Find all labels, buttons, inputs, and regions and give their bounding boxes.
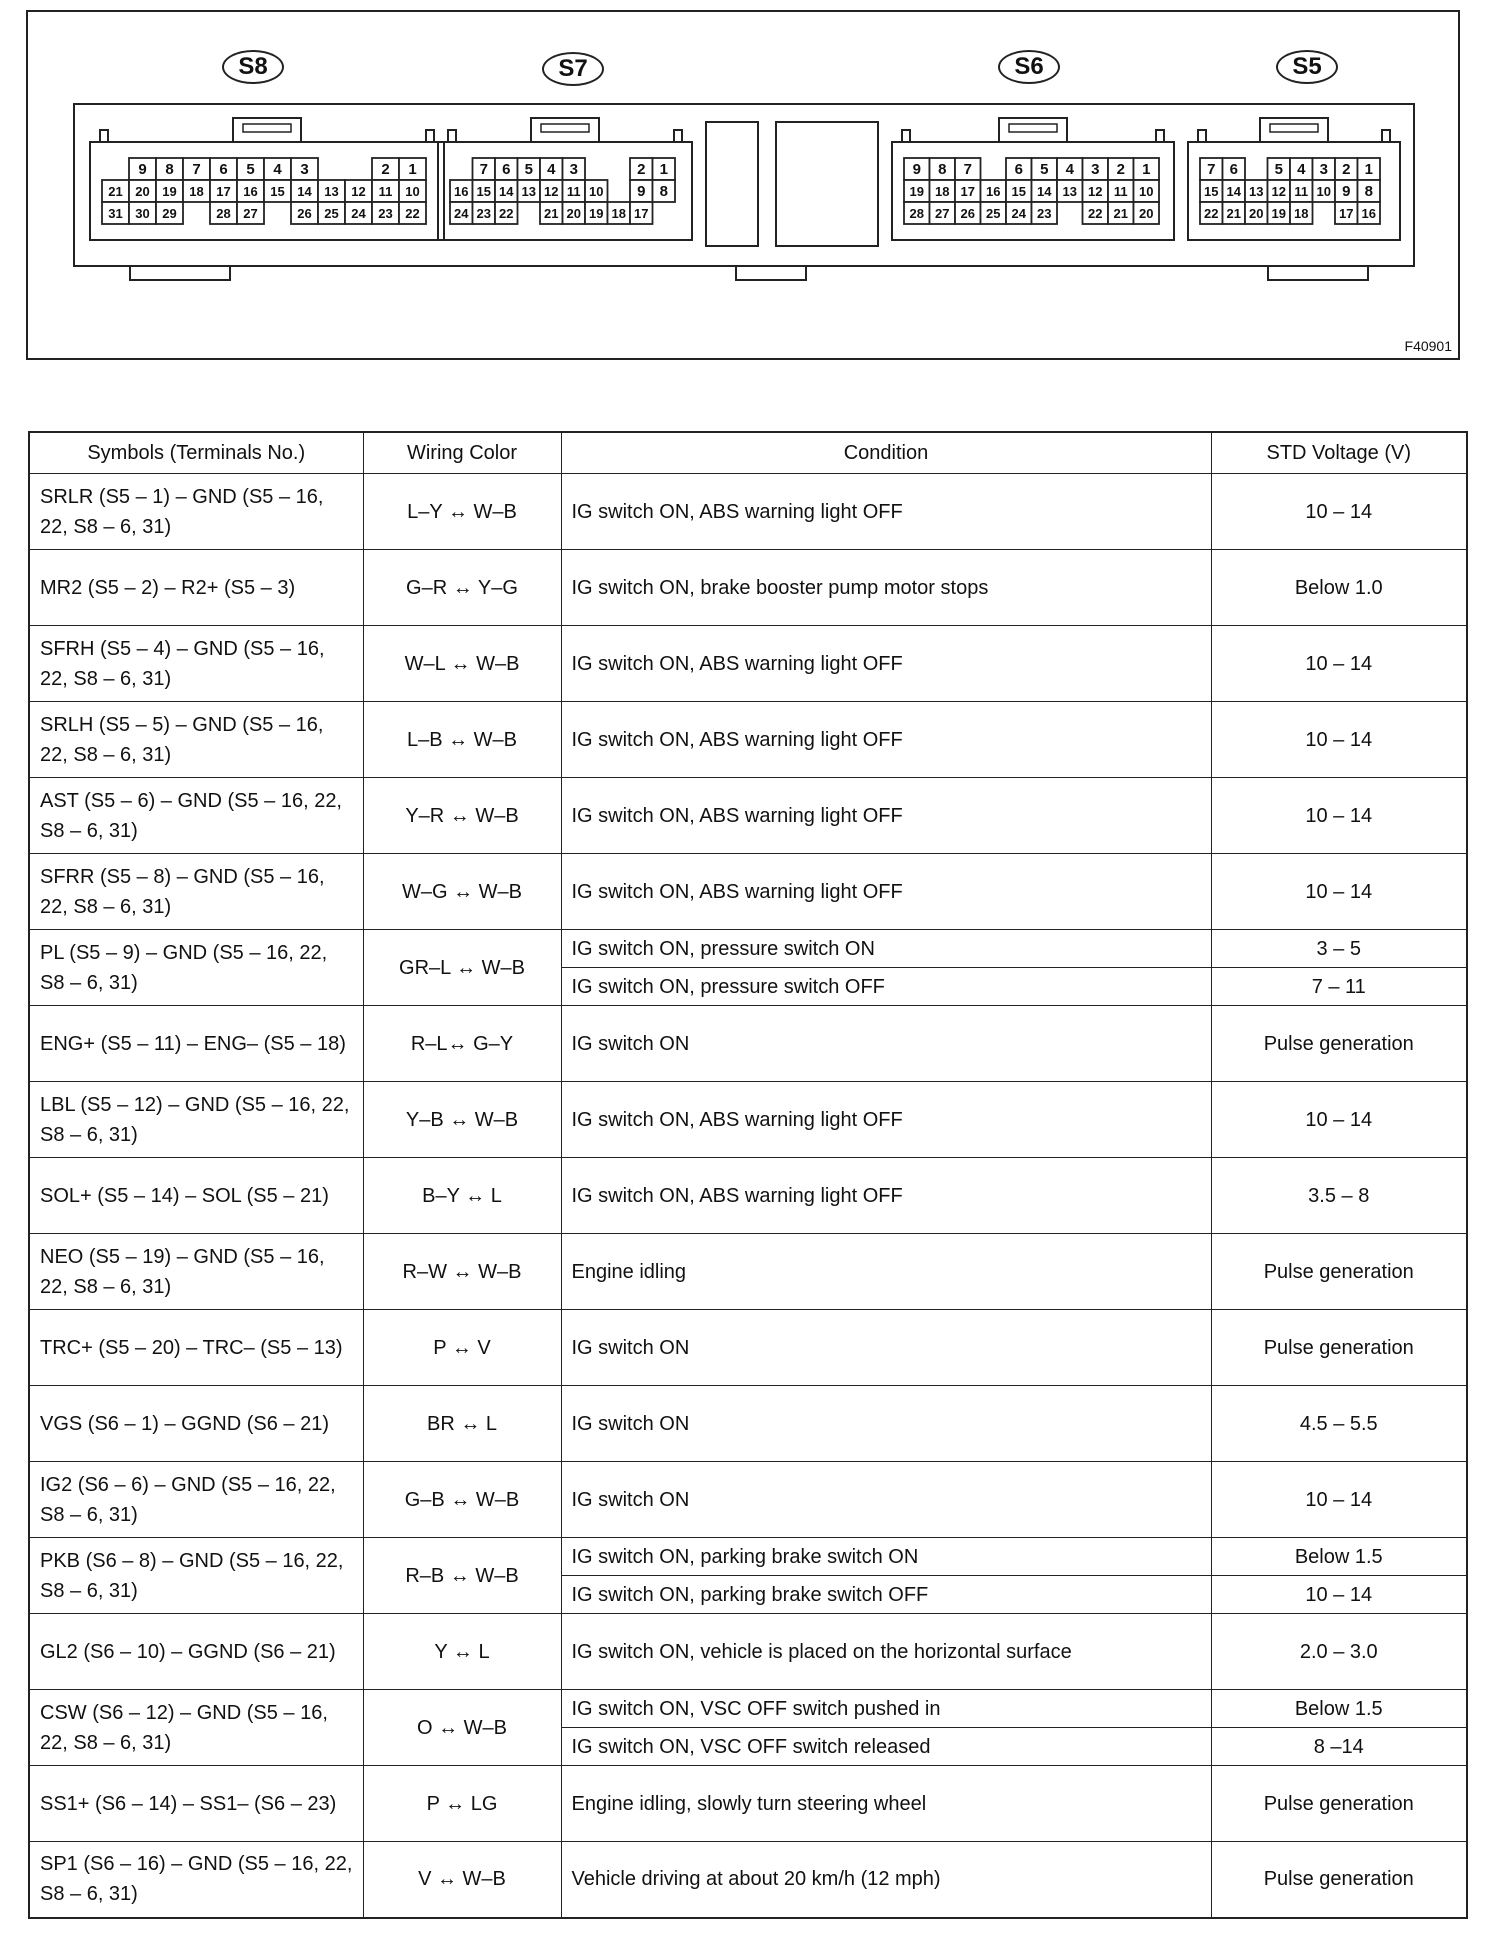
pin-number: 20 <box>1249 206 1264 221</box>
std-voltage-cell: 8 –14 <box>1211 1728 1467 1766</box>
condition-cell: IG switch ON <box>561 1310 1211 1386</box>
condition-cell: Engine idling, slowly turn steering wheel <box>561 1766 1211 1842</box>
pin-number: 17 <box>960 184 975 199</box>
pin-number: 2 <box>1342 161 1351 178</box>
symbol-cell: SS1+ (S6 – 14) – SS1– (S6 – 23) <box>29 1766 363 1842</box>
pin-number: 8 <box>165 161 174 178</box>
condition-cell: IG switch ON, VSC OFF switch released <box>561 1728 1211 1766</box>
pin-number: 7 <box>479 161 488 178</box>
wiring-color-cell: G–B ↔ W–B <box>363 1462 561 1538</box>
symbol-cell: SFRR (S5 – 8) – GND (S5 – 16, 22, S8 – 6, 31) <box>29 854 363 930</box>
pin-number: 6 <box>219 161 228 178</box>
pin-number: 2 <box>637 161 646 178</box>
wiring-color-cell: R–L↔ G–Y <box>363 1006 561 1082</box>
pin-number: 13 <box>324 184 339 199</box>
pin-number: 16 <box>243 184 258 199</box>
pin-number: 22 <box>1088 206 1103 221</box>
symbol-cell: MR2 (S5 – 2) – R2+ (S5 – 3) <box>29 550 363 626</box>
pin-number: 18 <box>611 206 626 221</box>
pin-number: 31 <box>108 206 123 221</box>
pin-number: 22 <box>1204 206 1219 221</box>
pin-number: 25 <box>324 206 339 221</box>
std-voltage-cell: 10 – 14 <box>1211 854 1467 930</box>
pin-number: 13 <box>521 184 536 199</box>
table-row <box>29 854 1467 930</box>
symbol-cell: CSW (S6 – 12) – GND (S5 – 16, 22, S8 – 6, 31) <box>29 1690 363 1766</box>
std-voltage-cell: Pulse generation <box>1211 1766 1467 1842</box>
pin-number: 24 <box>454 206 469 221</box>
table-row <box>29 1614 1467 1690</box>
pin-number: 12 <box>1088 184 1103 199</box>
connector-label-s5: S5 <box>1276 50 1338 84</box>
std-voltage-cell: Below 1.5 <box>1211 1538 1467 1576</box>
connector-latch-slot <box>243 124 291 132</box>
pin-number: 26 <box>960 206 975 221</box>
pin-number: 28 <box>909 206 924 221</box>
pin-number: 4 <box>1065 161 1074 178</box>
condition-cell: IG switch ON, ABS warning light OFF <box>561 626 1211 702</box>
std-voltage-cell: 10 – 14 <box>1211 626 1467 702</box>
pin-number: 1 <box>1364 161 1373 178</box>
table-row <box>29 550 1467 626</box>
wiring-color-cell: Y–B ↔ W–B <box>363 1082 561 1158</box>
connector-latch-slot <box>1009 124 1057 132</box>
wiring-color-cell: GR–L ↔ W–B <box>363 930 561 1006</box>
std-voltage-cell: 10 – 14 <box>1211 1462 1467 1538</box>
std-voltage-cell: Pulse generation <box>1211 1310 1467 1386</box>
table-row <box>29 1462 1467 1538</box>
table-row <box>29 1386 1467 1462</box>
symbol-cell: PKB (S6 – 8) – GND (S5 – 16, 22, S8 – 6, 31) <box>29 1538 363 1614</box>
std-voltage-cell: 10 – 14 <box>1211 778 1467 854</box>
connector-label-s7: S7 <box>542 52 604 86</box>
symbol-cell: GL2 (S6 – 10) – GGND (S6 – 21) <box>29 1614 363 1690</box>
pin-number: 15 <box>270 184 285 199</box>
std-voltage-cell: 2.0 – 3.0 <box>1211 1614 1467 1690</box>
pin-number: 24 <box>351 206 366 221</box>
connector-latch-slot <box>1270 124 1318 132</box>
pin-number: 10 <box>1139 184 1154 199</box>
condition-cell: IG switch ON, vehicle is placed on the horizontal surface <box>561 1614 1211 1690</box>
pin-number: 3 <box>300 161 309 178</box>
symbol-cell: ENG+ (S5 – 11) – ENG– (S5 – 18) <box>29 1006 363 1082</box>
pin-number: 10 <box>1316 184 1331 199</box>
condition-cell: IG switch ON <box>561 1386 1211 1462</box>
connector-post <box>1382 130 1390 142</box>
condition-cell: IG switch ON <box>561 1006 1211 1082</box>
pin-number: 7 <box>963 161 972 178</box>
pin-number: 10 <box>589 184 604 199</box>
condition-cell: IG switch ON, parking brake switch OFF <box>561 1576 1211 1614</box>
pin-number: 6 <box>502 161 511 178</box>
condition-cell: IG switch ON, ABS warning light OFF <box>561 702 1211 778</box>
pin-number: 26 <box>297 206 312 221</box>
pin-number: 18 <box>935 184 950 199</box>
wiring-color-cell: L–B ↔ W–B <box>363 702 561 778</box>
connector-post <box>100 130 108 142</box>
symbol-cell: SRLH (S5 – 5) – GND (S5 – 16, 22, S8 – 6, 31) <box>29 702 363 778</box>
wiring-color-cell: R–B ↔ W–B <box>363 1538 561 1614</box>
condition-cell: IG switch ON, brake booster pump motor stops <box>561 550 1211 626</box>
pin-number: 8 <box>938 161 947 178</box>
pin-number: 15 <box>1204 184 1219 199</box>
pin-number: 20 <box>566 206 581 221</box>
pin-number: 12 <box>351 184 366 199</box>
pin-number: 20 <box>1139 206 1154 221</box>
std-voltage-cell: 10 – 14 <box>1211 1576 1467 1614</box>
pin-number: 21 <box>1226 206 1241 221</box>
wiring-color-cell: P ↔ LG <box>363 1766 561 1842</box>
pin-number: 19 <box>909 184 924 199</box>
pin-number: 29 <box>162 206 177 221</box>
wiring-color-cell: W–G ↔ W–B <box>363 854 561 930</box>
pin-number: 8 <box>659 183 668 200</box>
pin-number: 2 <box>381 161 390 178</box>
pin-number: 16 <box>454 184 469 199</box>
std-voltage-cell: Pulse generation <box>1211 1006 1467 1082</box>
pin-number: 11 <box>566 184 581 199</box>
pin-number: 21 <box>1113 206 1128 221</box>
connector-post <box>426 130 434 142</box>
header-wiring-color: Wiring Color <box>363 432 561 474</box>
table-row <box>29 1158 1467 1234</box>
pin-number: 11 <box>1113 184 1128 199</box>
pin-number: 16 <box>1361 206 1376 221</box>
pin-number: 1 <box>659 161 668 178</box>
wiring-color-cell: L–Y ↔ W–B <box>363 474 561 550</box>
wiring-color-cell: B–Y ↔ L <box>363 1158 561 1234</box>
wiring-color-cell: G–R ↔ Y–G <box>363 550 561 626</box>
pin-number: 13 <box>1249 184 1264 199</box>
pin-number: 15 <box>476 184 491 199</box>
std-voltage-cell: 10 – 14 <box>1211 474 1467 550</box>
pin-number: 3 <box>569 161 578 178</box>
table-row <box>29 1538 1467 1576</box>
pin-number: 5 <box>1274 161 1283 178</box>
symbol-cell: AST (S5 – 6) – GND (S5 – 16, 22, S8 – 6, 31) <box>29 778 363 854</box>
pin-number: 27 <box>935 206 950 221</box>
pin-number: 15 <box>1011 184 1026 199</box>
wiring-color-cell: W–L ↔ W–B <box>363 626 561 702</box>
pin-number: 5 <box>246 161 255 178</box>
pin-number: 23 <box>1037 206 1052 221</box>
condition-cell: IG switch ON, ABS warning light OFF <box>561 1158 1211 1234</box>
table-row <box>29 1842 1467 1918</box>
pin-number: 21 <box>108 184 123 199</box>
symbol-cell: PL (S5 – 9) – GND (S5 – 16, 22, S8 – 6, 31) <box>29 930 363 1006</box>
pin-number: 22 <box>499 206 514 221</box>
symbol-cell: IG2 (S6 – 6) – GND (S5 – 16, 22, S8 – 6, 31) <box>29 1462 363 1538</box>
pin-number: 9 <box>912 161 921 178</box>
pin-number: 12 <box>544 184 559 199</box>
pin-number: 6 <box>1229 161 1238 178</box>
header-symbols: Symbols (Terminals No.) <box>29 432 363 474</box>
condition-cell: IG switch ON, pressure switch ON <box>561 930 1211 968</box>
pin-number: 8 <box>1364 183 1373 200</box>
pin-number: 25 <box>986 206 1001 221</box>
symbol-cell: SRLR (S5 – 1) – GND (S5 – 16, 22, S8 – 6, 31) <box>29 474 363 550</box>
std-voltage-cell: Pulse generation <box>1211 1842 1467 1918</box>
pin-number: 1 <box>1142 161 1151 178</box>
table-header-row <box>29 432 1467 474</box>
pin-number: 27 <box>243 206 258 221</box>
table-row <box>29 474 1467 550</box>
std-voltage-cell: 10 – 14 <box>1211 1082 1467 1158</box>
wiring-color-cell: P ↔ V <box>363 1310 561 1386</box>
table-row <box>29 702 1467 778</box>
connector-post <box>1156 130 1164 142</box>
pin-number: 30 <box>135 206 150 221</box>
pin-number: 18 <box>1294 206 1309 221</box>
pin-number: 13 <box>1062 184 1077 199</box>
pin-number: 11 <box>378 184 393 199</box>
wiring-color-cell: Y–R ↔ W–B <box>363 778 561 854</box>
pin-number: 1 <box>408 161 417 178</box>
connector-post <box>674 130 682 142</box>
pin-number: 10 <box>405 184 420 199</box>
pin-number: 17 <box>1339 206 1354 221</box>
pin-number: 7 <box>192 161 201 178</box>
figure-id: F40901 <box>1404 338 1452 354</box>
pin-number: 22 <box>405 206 420 221</box>
std-voltage-cell: Below 1.0 <box>1211 550 1467 626</box>
symbol-cell: VGS (S6 – 1) – GGND (S6 – 21) <box>29 1386 363 1462</box>
table-row <box>29 1006 1467 1082</box>
connector-post <box>1198 130 1206 142</box>
pin-number: 23 <box>378 206 393 221</box>
header-std-voltage: STD Voltage (V) <box>1211 432 1467 474</box>
pin-number: 18 <box>189 184 204 199</box>
pin-number: 4 <box>547 161 556 178</box>
condition-cell: IG switch ON, ABS warning light OFF <box>561 778 1211 854</box>
pin-number: 7 <box>1207 161 1216 178</box>
pin-number: 14 <box>1226 184 1241 199</box>
pin-number: 20 <box>135 184 150 199</box>
pin-number: 14 <box>297 184 312 199</box>
pin-number: 24 <box>1011 206 1026 221</box>
pin-number: 16 <box>986 184 1001 199</box>
connector-label-s8: S8 <box>222 50 284 84</box>
wiring-color-cell: Y ↔ L <box>363 1614 561 1690</box>
wiring-color-cell: V ↔ W–B <box>363 1842 561 1918</box>
pin-number: 2 <box>1116 161 1125 178</box>
pin-number: 17 <box>216 184 231 199</box>
std-voltage-cell: Below 1.5 <box>1211 1690 1467 1728</box>
condition-cell: Vehicle driving at about 20 km/h (12 mph) <box>561 1842 1211 1918</box>
pin-number: 9 <box>637 183 646 200</box>
connector-post <box>902 130 910 142</box>
pin-number: 14 <box>499 184 514 199</box>
table-row <box>29 1766 1467 1842</box>
connector-label-s6: S6 <box>998 50 1060 84</box>
condition-cell: IG switch ON, ABS warning light OFF <box>561 474 1211 550</box>
pin-number: 17 <box>634 206 649 221</box>
pin-number: 21 <box>544 206 559 221</box>
table-row <box>29 626 1467 702</box>
wiring-color-cell: R–W ↔ W–B <box>363 1234 561 1310</box>
symbol-cell: NEO (S5 – 19) – GND (S5 – 16, 22, S8 – 6, 31) <box>29 1234 363 1310</box>
symbol-cell: LBL (S5 – 12) – GND (S5 – 16, 22, S8 – 6, 31) <box>29 1082 363 1158</box>
wiring-color-cell: BR ↔ L <box>363 1386 561 1462</box>
pin-number: 19 <box>1271 206 1286 221</box>
condition-cell: IG switch ON, parking brake switch ON <box>561 1538 1211 1576</box>
table-row <box>29 1690 1467 1728</box>
wiring-color-cell: O ↔ W–B <box>363 1690 561 1766</box>
pin-number: 5 <box>524 161 533 178</box>
std-voltage-cell: 7 – 11 <box>1211 968 1467 1006</box>
symbol-cell: SP1 (S6 – 16) – GND (S5 – 16, 22, S8 – 6, 31) <box>29 1842 363 1918</box>
pin-number: 6 <box>1014 161 1023 178</box>
symbol-cell: SOL+ (S5 – 14) – SOL (S5 – 21) <box>29 1158 363 1234</box>
pin-number: 4 <box>1297 161 1306 178</box>
condition-cell: IG switch ON, ABS warning light OFF <box>561 854 1211 930</box>
pin-number: 12 <box>1271 184 1286 199</box>
std-voltage-cell: 4.5 – 5.5 <box>1211 1386 1467 1462</box>
pin-number: 28 <box>216 206 231 221</box>
std-voltage-cell: Pulse generation <box>1211 1234 1467 1310</box>
symbol-cell: TRC+ (S5 – 20) – TRC– (S5 – 13) <box>29 1310 363 1386</box>
pin-number: 19 <box>589 206 604 221</box>
pin-number: 9 <box>138 161 147 178</box>
std-voltage-cell: 3 – 5 <box>1211 930 1467 968</box>
std-voltage-cell: 3.5 – 8 <box>1211 1158 1467 1234</box>
symbol-cell: SFRH (S5 – 4) – GND (S5 – 16, 22, S8 – 6, 31) <box>29 626 363 702</box>
connector-latch-slot <box>541 124 589 132</box>
header-condition: Condition <box>561 432 1211 474</box>
table-row <box>29 1234 1467 1310</box>
pin-number: 5 <box>1040 161 1049 178</box>
pin-number: 23 <box>476 206 491 221</box>
condition-cell: IG switch ON, ABS warning light OFF <box>561 1082 1211 1158</box>
table-row <box>29 778 1467 854</box>
pin-number: 3 <box>1091 161 1100 178</box>
condition-cell: Engine idling <box>561 1234 1211 1310</box>
pin-number: 11 <box>1294 184 1309 199</box>
pin-number: 9 <box>1342 183 1351 200</box>
connector-post <box>448 130 456 142</box>
condition-cell: IG switch ON <box>561 1462 1211 1538</box>
table-row <box>29 1082 1467 1158</box>
terminal-voltage-table <box>28 431 1468 1919</box>
std-voltage-cell: 10 – 14 <box>1211 702 1467 778</box>
pin-number: 19 <box>162 184 177 199</box>
condition-cell: IG switch ON, VSC OFF switch pushed in <box>561 1690 1211 1728</box>
table-row <box>29 930 1467 968</box>
connector-diagram <box>26 10 1460 360</box>
pin-number: 4 <box>273 161 282 178</box>
table-row <box>29 1310 1467 1386</box>
pin-number: 3 <box>1319 161 1328 178</box>
pin-number: 14 <box>1037 184 1052 199</box>
condition-cell: IG switch ON, pressure switch OFF <box>561 968 1211 1006</box>
